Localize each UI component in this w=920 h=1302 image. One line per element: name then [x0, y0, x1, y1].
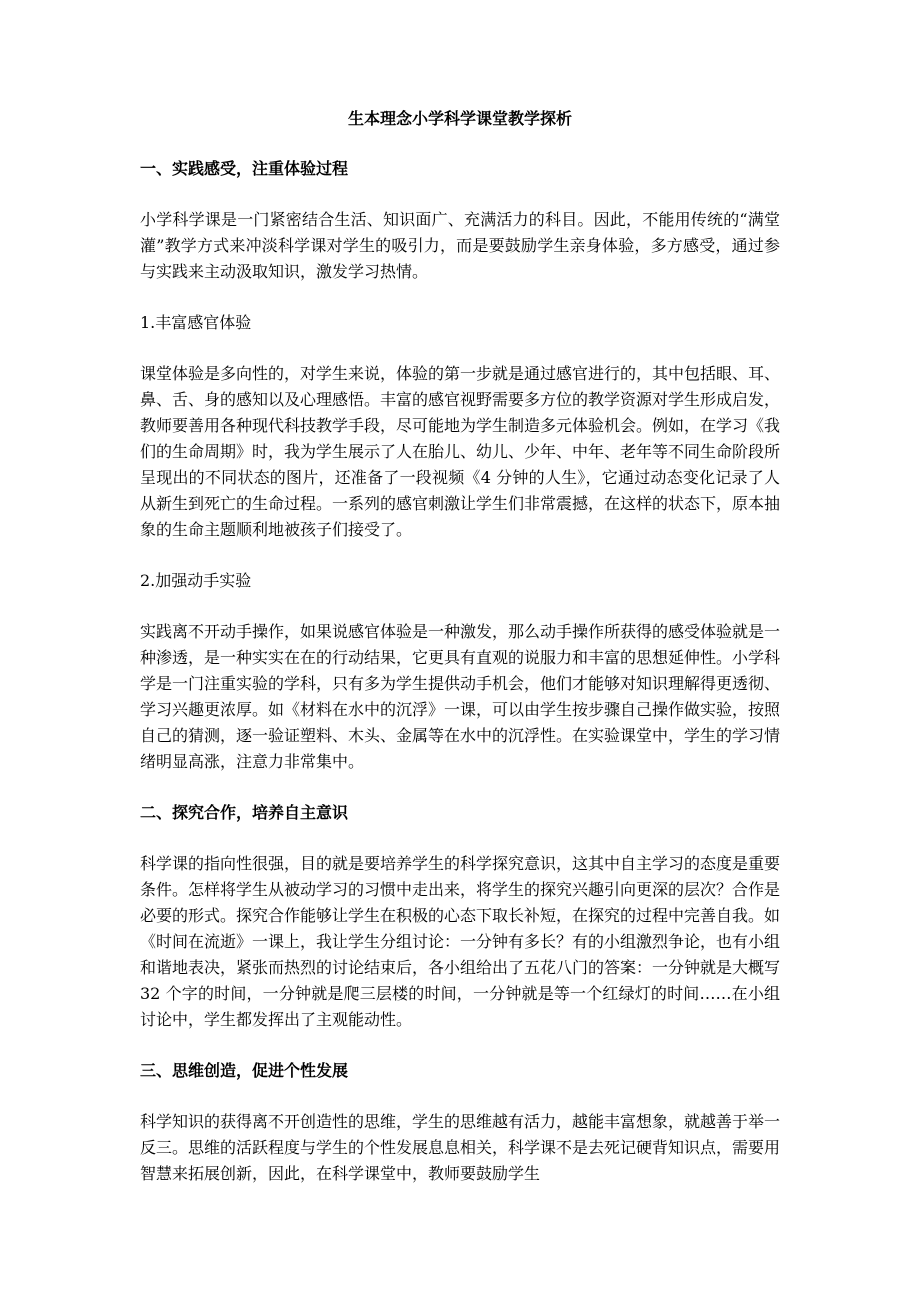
section-3-paragraph: 科学知识的获得离不开创造性的思维，学生的思维越有活力，越能丰富想象，就越善于举一反三。思维的活跃程度与学生的个性发展息息相关，科学课不是去死记硬背知识点，需要用智慧来拓展创新，因此，在科学课堂中，教师要鼓励学生 — [140, 1112, 781, 1183]
subsection-2-paragraph: 实践离不开动手操作，如果说感官体验是一种激发，那么动手操作所获得的感受体验就是一种渗透，是一种实实在在的行动结果，它更具有直观的说服力和丰富的思想延伸性。小学科学是一门注重实验的学科，只有多为学生提供动手机会，他们才能够对知识理解得更透彻、学习兴趣更浓厚。如《材料在水中的沉浮》一课，可以由学生按步骤自己操作做实验，按照自己的猜测，逐一验证塑料、木头、金属等在水中的沉浮性。在实验课堂中，学生的学习情绪明显高涨，注意力非常集中。 — [140, 622, 781, 771]
section-2-paragraph: 科学课的指向性很强，目的就是要培养学生的科学探究意识，这其中自主学习的态度是重要条件。怎样将学生从被动学习的习惯中走出来，将学生的探究兴趣引向更深的层次？合作是必要的形式。探究合作能够让学生在积极的心态下取长补短，在探究的过程中完善自我。如《时间在流逝》一课上，我让学生分组讨论：一分钟有多长？有的小组激烈争论，也有小组和谐地表决，紧张而热烈的讨论结束后，各小组给出了五花八门的答案：一分钟就是大概写 32 个字的时间，一分钟就是爬三层楼的时间，一分钟就是等一个红绿灯的时间……在小组讨论中，学生都发挥出了主观能动性。 — [140, 854, 781, 1029]
subsection-1-paragraph: 课堂体验是多向性的，对学生来说，体验的第一步就是通过感官进行的，其中包括眼、耳、鼻、舌、身的感知以及心理感悟。丰富的感官视野需要多方位的教学资源对学生形成启发，教师要善用各种现代科技教学手段，尽可能地为学生制造多元体验机会。例如，在学习《我们的生命周期》时，我为学生展示了人在胎儿、幼儿、少年、中年、老年等不同生命阶段所呈现出的不同状态的图片，还准备了一段视频《4 分钟的人生》，它通过动态变化记录了人从新生到死亡的生命过程。一系列的感官刺激让学生们非常震撼，在这样的状态下，原本抽象的生命主题顺利地被孩子们接受了。 — [140, 364, 781, 539]
section-3-heading: 三、思维创造，促进个性发展 — [140, 1061, 349, 1080]
subsection-2-heading: 2.加强动手实验 — [140, 571, 252, 590]
document-title: 生本理念小学科学课堂教学探析 — [347, 109, 572, 128]
subsection-1-heading: 1.丰富感官体验 — [140, 313, 252, 332]
section-1-intro-paragraph: 小学科学课是一门紧密结合生活、知识面广、充满活力的科目。因此，不能用传统的“满堂灌”教学方式来冲淡科学课对学生的吸引力，而是要鼓励学生亲身体验，多方感受，通过参与实践来主动汲取知识，激发学习热情。 — [140, 210, 780, 281]
section-1-heading: 一、实践感受，注重体验过程 — [140, 159, 349, 178]
section-2-heading: 二、探究合作，培养自主意识 — [140, 803, 349, 822]
document-page — [140, 108, 780, 1214]
